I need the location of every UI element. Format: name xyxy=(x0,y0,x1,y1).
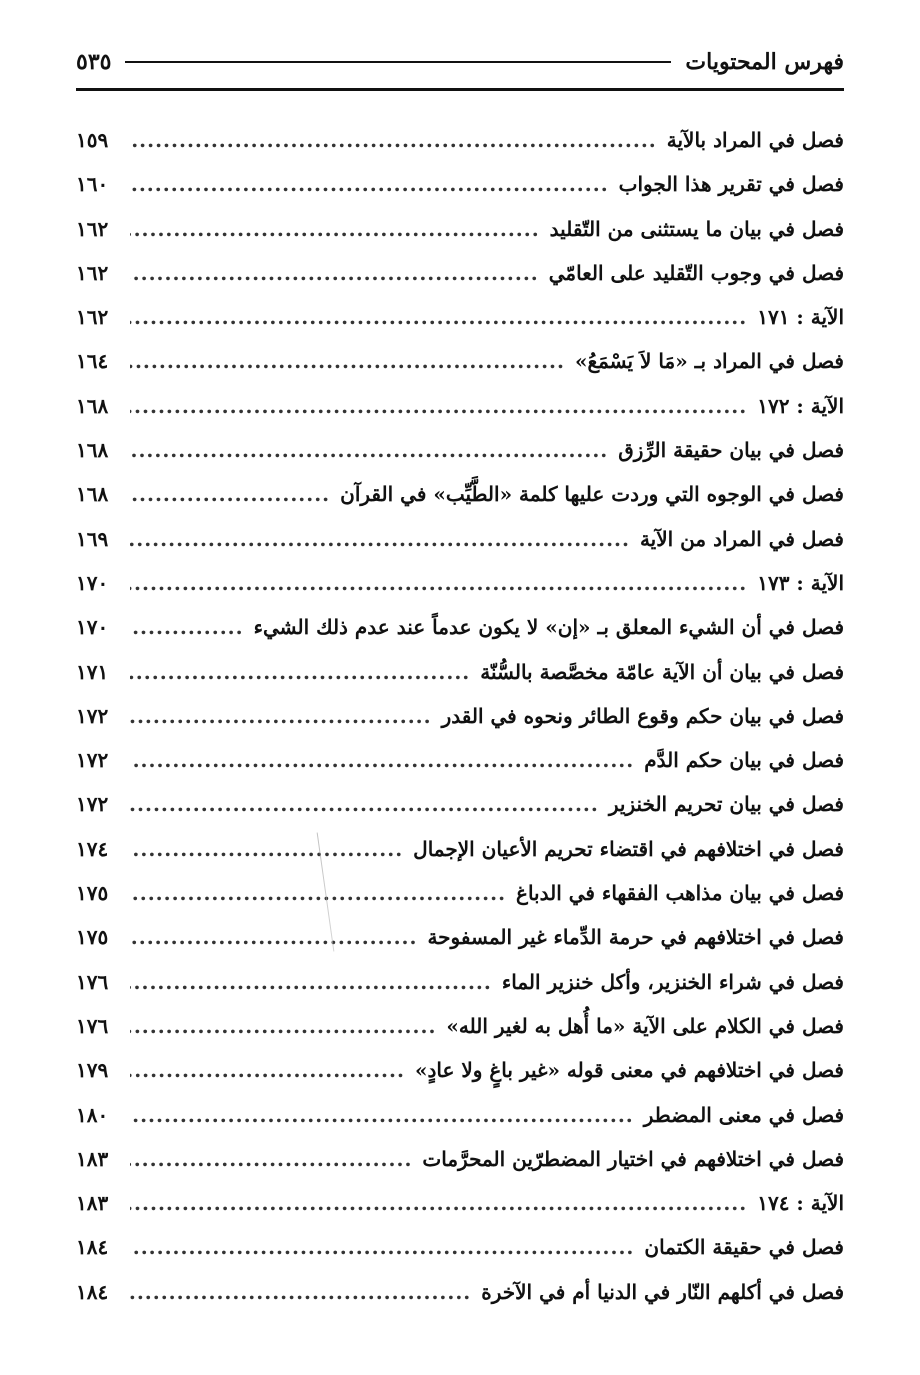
toc-entry-page: ١٦٨ xyxy=(76,482,109,507)
toc-entry-title: فصل في بيان حقيقة الرِّزق xyxy=(618,438,844,463)
toc-entry xyxy=(76,1093,844,1137)
toc-entry-title: الآية : ١٧٤ xyxy=(757,1191,844,1216)
toc-entry-title: فصل في حقيقة الكتمان xyxy=(644,1235,844,1260)
toc-entry xyxy=(76,650,844,694)
dot-leader xyxy=(130,1181,747,1225)
toc-entry-page: ١٧٩ xyxy=(76,1058,109,1083)
toc-entry xyxy=(76,1048,844,1092)
toc-entry-page: ١٧١ xyxy=(76,659,109,684)
toc-entry-page: ١٨٤ xyxy=(76,1279,109,1304)
toc-entry-title: فصل في الكلام على الآية «ما أُهل به لغير الله» xyxy=(446,1013,844,1038)
toc-entry-title: فصل في أن الشيء المعلق بـ «إن» لا يكون عدماً عند عدم ذلك الشيء xyxy=(253,615,844,640)
toc-entry xyxy=(76,915,844,959)
toc-entry-page: ١٦٩ xyxy=(76,526,109,551)
dot-leader xyxy=(130,251,539,295)
toc-entry-title: فصل في تقرير هذا الجواب xyxy=(618,172,844,197)
toc-entry-title: الآية : ١٧٢ xyxy=(757,393,844,418)
toc-entry xyxy=(76,517,844,561)
toc-entry xyxy=(76,605,844,649)
dot-leader xyxy=(130,605,244,649)
toc-entry-title: فصل في اختلافهم في معنى قوله «غير باغٍ ولا عادٍ» xyxy=(414,1058,844,1083)
toc-entry-page: ١٦٤ xyxy=(76,349,109,374)
toc-entry-page: ١٦٨ xyxy=(76,393,109,418)
dot-leader xyxy=(130,384,747,428)
dot-leader xyxy=(130,1093,634,1137)
toc-entry-title: فصل في المراد بـ «مَا لاَ يَسْمَعُ» xyxy=(574,349,844,374)
toc-entry xyxy=(76,738,844,782)
dot-leader xyxy=(130,738,634,782)
toc-entry-title: فصل في بيان مذاهب الفقهاء في الدباغ xyxy=(516,881,844,906)
dot-leader xyxy=(130,694,432,738)
toc-entry xyxy=(76,1137,844,1181)
toc-entry-title: فصل في معنى المضطر xyxy=(643,1102,844,1127)
toc-entry-page: ١٦٢ xyxy=(76,216,109,241)
toc-entry-title: فصل في بيان ما يستثنى من التّقليد xyxy=(549,216,844,241)
dot-leader xyxy=(130,960,492,1004)
running-header-title: فهرس المحتويات xyxy=(685,49,844,75)
toc-entry-page: ١٦٠ xyxy=(76,172,109,197)
dot-leader xyxy=(130,207,540,251)
toc-entry-page: ١٦٢ xyxy=(76,260,109,285)
toc-entry xyxy=(76,1004,844,1048)
toc-entry xyxy=(76,207,844,251)
dot-leader xyxy=(130,339,565,383)
toc-entry-title: فصل في بيان حكم وقوع الطائر ونحوه في القدر xyxy=(441,703,844,728)
toc-entry-title: فصل في بيان تحريم الخنزير xyxy=(608,792,844,817)
toc-entry xyxy=(76,295,844,339)
toc-entry-page: ١٨٣ xyxy=(76,1146,109,1171)
toc-entry xyxy=(76,472,844,516)
dot-leader xyxy=(130,871,506,915)
toc-entry-page: ١٨٣ xyxy=(76,1191,109,1216)
toc-entry-page: ١٧٠ xyxy=(76,570,109,595)
table-of-contents xyxy=(76,118,844,1314)
dot-leader xyxy=(130,118,657,162)
toc-entry xyxy=(76,251,844,295)
toc-entry xyxy=(76,871,844,915)
dot-leader xyxy=(130,295,747,339)
toc-entry xyxy=(76,428,844,472)
toc-entry xyxy=(76,384,844,428)
toc-entry xyxy=(76,694,844,738)
toc-entry xyxy=(76,827,844,871)
toc-entry xyxy=(76,339,844,383)
toc-entry xyxy=(76,960,844,1004)
toc-entry-title: الآية : ١٧١ xyxy=(757,305,844,330)
page-number: ٥٣٥ xyxy=(76,49,112,75)
dot-leader xyxy=(130,650,470,694)
toc-entry-page: ١٦٨ xyxy=(76,438,109,463)
toc-entry-page: ١٧٤ xyxy=(76,836,109,861)
toc-entry-page: ١٥٩ xyxy=(76,128,109,152)
running-header xyxy=(76,38,844,86)
toc-entry-page: ١٦٢ xyxy=(76,305,109,330)
toc-entry-title: فصل في اختلافهم في اختيار المضطرّين المحرَّمات xyxy=(422,1146,844,1171)
toc-entry-title: فصل في شراء الخنزير، وأكل خنزير الماء xyxy=(501,969,844,994)
toc-entry-title: فصل في اختلافهم في اقتضاء تحريم الأعيان الإجمال xyxy=(413,836,844,861)
toc-entry-page: ١٧٥ xyxy=(76,925,109,950)
toc-entry-title: فصل في بيان حكم الدَّم xyxy=(644,748,844,773)
toc-entry-title: فصل في وجوب التّقليد على العامّي xyxy=(548,260,844,285)
dot-leader xyxy=(130,1225,634,1269)
dot-leader xyxy=(130,782,599,826)
dot-leader xyxy=(130,1004,436,1048)
toc-entry-title: الآية : ١٧٣ xyxy=(757,570,844,595)
toc-entry xyxy=(76,561,844,605)
toc-entry-page: ١٧٦ xyxy=(76,1013,109,1038)
toc-entry-title: فصل في الوجوه التي وردت عليها كلمة «الطَّيِّب» في القرآن xyxy=(340,482,844,507)
dot-leader xyxy=(130,517,630,561)
dot-leader xyxy=(130,827,403,871)
toc-entry-title: فصل في المراد من الآية xyxy=(639,526,844,551)
toc-entry-page: ١٧٠ xyxy=(76,615,109,640)
toc-entry xyxy=(76,1270,844,1314)
toc-entry-title: فصل في أكلهم النّار في الدنيا أم في الآخرة xyxy=(481,1279,844,1304)
toc-entry-title: فصل في اختلافهم في حرمة الدِّماء غير المسفوحة xyxy=(427,925,844,950)
toc-entry xyxy=(76,1225,844,1269)
toc-entry-page: ١٧٢ xyxy=(76,748,109,773)
toc-entry-title: فصل في المراد بالآية xyxy=(666,128,844,152)
toc-entry xyxy=(76,1181,844,1225)
dot-leader xyxy=(130,428,608,472)
toc-entry xyxy=(76,118,844,162)
dot-leader xyxy=(130,162,609,206)
toc-entry xyxy=(76,782,844,826)
dot-leader xyxy=(130,1270,471,1314)
toc-entry-page: ١٧٥ xyxy=(76,881,109,906)
dot-leader xyxy=(130,1137,412,1181)
toc-entry-page: ١٧٢ xyxy=(76,792,109,817)
dot-leader xyxy=(130,915,417,959)
toc-entry xyxy=(76,162,844,206)
toc-entry-title: فصل في بيان أن الآية عامّة مخصَّصة بالسُّنّة xyxy=(480,659,844,684)
toc-entry-page: ١٧٦ xyxy=(76,969,109,994)
dot-leader xyxy=(130,1048,405,1092)
dot-leader xyxy=(130,561,747,605)
header-divider xyxy=(76,88,844,91)
dot-leader xyxy=(130,472,330,516)
toc-entry-page: ١٧٢ xyxy=(76,703,109,728)
toc-entry-page: ١٨٤ xyxy=(76,1235,109,1260)
header-leader-rule xyxy=(125,61,671,63)
toc-entry-page: ١٨٠ xyxy=(76,1102,109,1127)
